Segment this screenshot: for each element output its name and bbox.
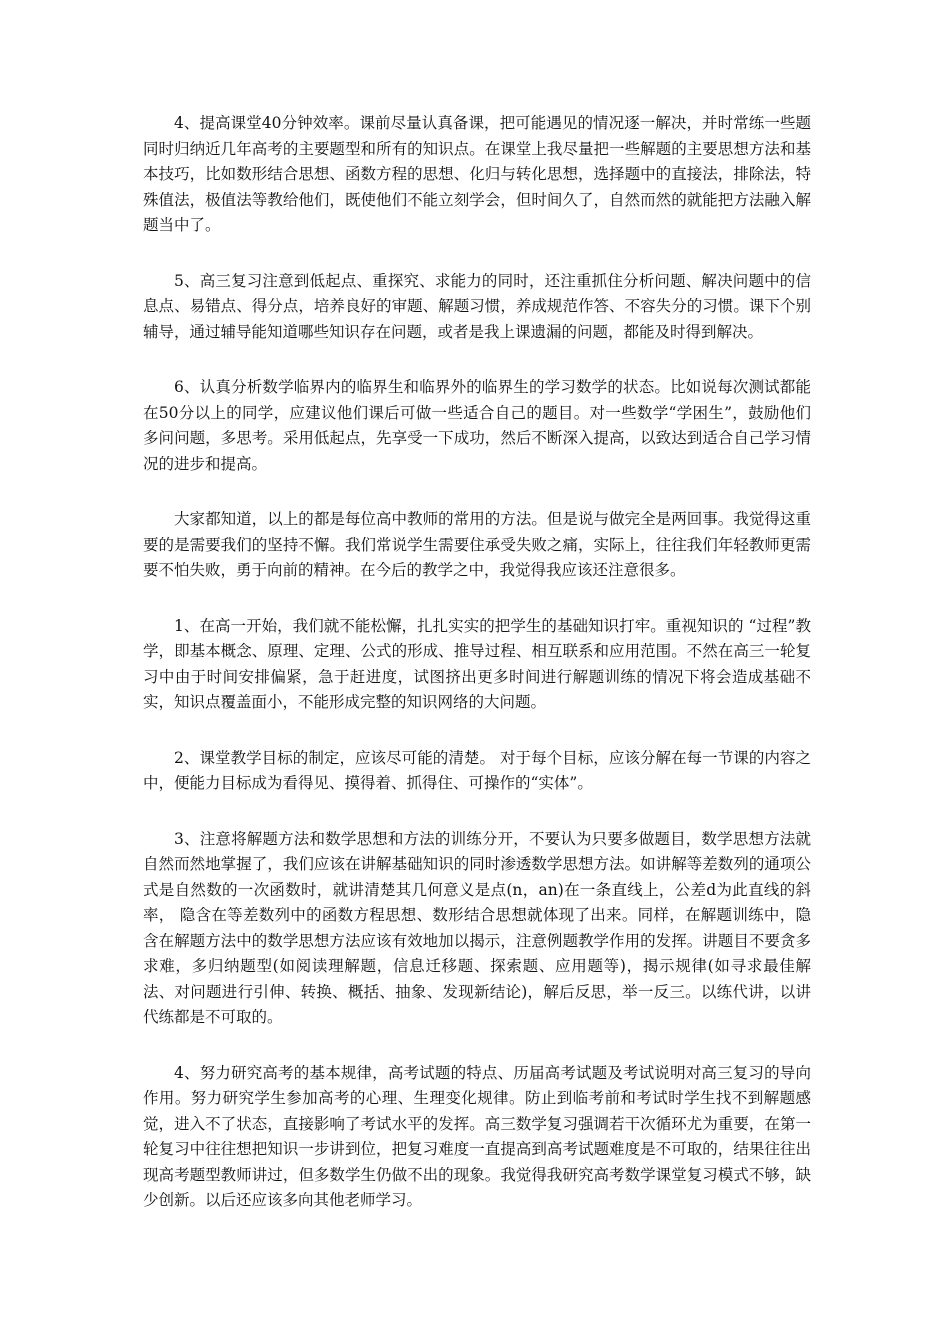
paragraph-item-6-borderline-students: 6、认真分析数学临界内的临界生和临界外的临界生的学习数学的状态。比如说每次测试都能在50分以上的同学，应建议他们课后可做一些适合自己的题目。对一些数学“学困生”，鼓励他们多问问题，多思考。采用低起点，先享受一下成功，然后不断深入提高，以致达到适合自己学习情况的进步和提高。 <box>143 378 811 473</box>
paragraph-item-5-review: 5、高三复习注意到低起点、重探究、求能力的同时，还注重抓住分析问题、解决问题中的信息点、易错点、得分点，培养良好的审题、解题习惯，养成规范作答、不容失分的习惯。课下个别辅导，通过辅导能知道哪些知识存在问题，或者是我上课遗漏的问题，都能及时得到解决。 <box>143 271 811 341</box>
paragraph-reflection-intro: 大家都知道，以上的都是每位高中教师的常用的方法。但是说与做完全是两回事。我觉得这重要的是需要我们的坚持不懈。我们常说学生需要住承受失败之痛，实际上，往往我们年轻教师更需要不怕失败，勇于向前的精神。在今后的教学之中，我觉得我应该还注意很多。 <box>143 510 811 579</box>
paragraph-item-2-objectives: 2、课堂教学目标的制定，应该尽可能的清楚。 对于每个目标，应该分解在每一节课的内容之中，便能力目标成为看得见、摸得着、抓得住、可操作的“实体”。 <box>143 748 811 792</box>
document-body <box>143 111 811 1244</box>
paragraph-item-4-exam-research: 4、努力研究高考的基本规律，高考试题的特点、历届高考试题及考试说明对高三复习的导向作用。努力研究学生参加高考的心理、生理变化规律。防止到临考前和考试时学生找不到解题感觉，进入不了状态，直接影响了考试水平的发挥。高三数学复习强调若干次循环尤为重要，在第一轮复习中往往想把知识一步讲到位，把复习难度一直提高到高考试题难度是不可取的，结果往往出现高考题型教师讲过，但多数学生仍做不出的现象。我觉得我研究高考数学课堂复习模式不够，缺少创新。以后还应该多向其他老师学习。 <box>143 1063 811 1209</box>
paragraph-item-3-methods: 3、注意将解题方法和数学思想和方法的训练分开，不要认为只要多做题目，数学思想方法就自然而然地掌握了，我们应该在讲解基础知识的同时渗透数学思想方法。如讲解等差数列的通项公式是自然数的一次函数时，就讲清楚其几何意义是点(n，an)在一条直线上，公差d为此直线的斜率， 隐含在等差数列中的函数方程思想、数形结合思想就体现了出来。同样，在解题训练中，隐含在解题方法中的数学思想方法应该有效地加以揭示，注意例题教学作用的发挥。讲题目不要贪多求难，多归纳题型(如阅读理解题，信息迁移题、探索题、应用题等)，揭示规律(如寻求最佳解法、对问题进行引伸、转换、概括、抽象、发现新结论)，解后反思，举一反三。以练代讲，以讲代练都是不可取的。 <box>143 829 811 1026</box>
paragraph-item-4-efficiency: 4、提高课堂40分钟效率。课前尽量认真备课，把可能遇见的情况逐一解决，并时常练一些题同时归纳近几年高考的主要题型和所有的知识点。在课堂上我尽量把一些解题的主要思想方法和基本技巧，比如数形结合思想、函数方程的思想、化归与转化思想，选择题中的直接法，排除法，特殊值法，极值法等教给他们，既使他们不能立刻学会，但时间久了，自然而然的就能把方法融入解题当中了。 <box>143 114 811 234</box>
paragraph-item-1-foundation: 1、在高一开始，我们就不能松懈，扎扎实实的把学生的基础知识打牢。重视知识的 “过程”教学，即基本概念、原理、定理、公式的形成、推导过程、相互联系和应用范围。不然在高三一轮复习中由于时间安排偏紧，急于赶进度，试图挤出更多时间进行解题训练的情况下将会造成基础不实，知识点覆盖面小，不能形成完整的知识网络的大问题。 <box>143 616 811 711</box>
